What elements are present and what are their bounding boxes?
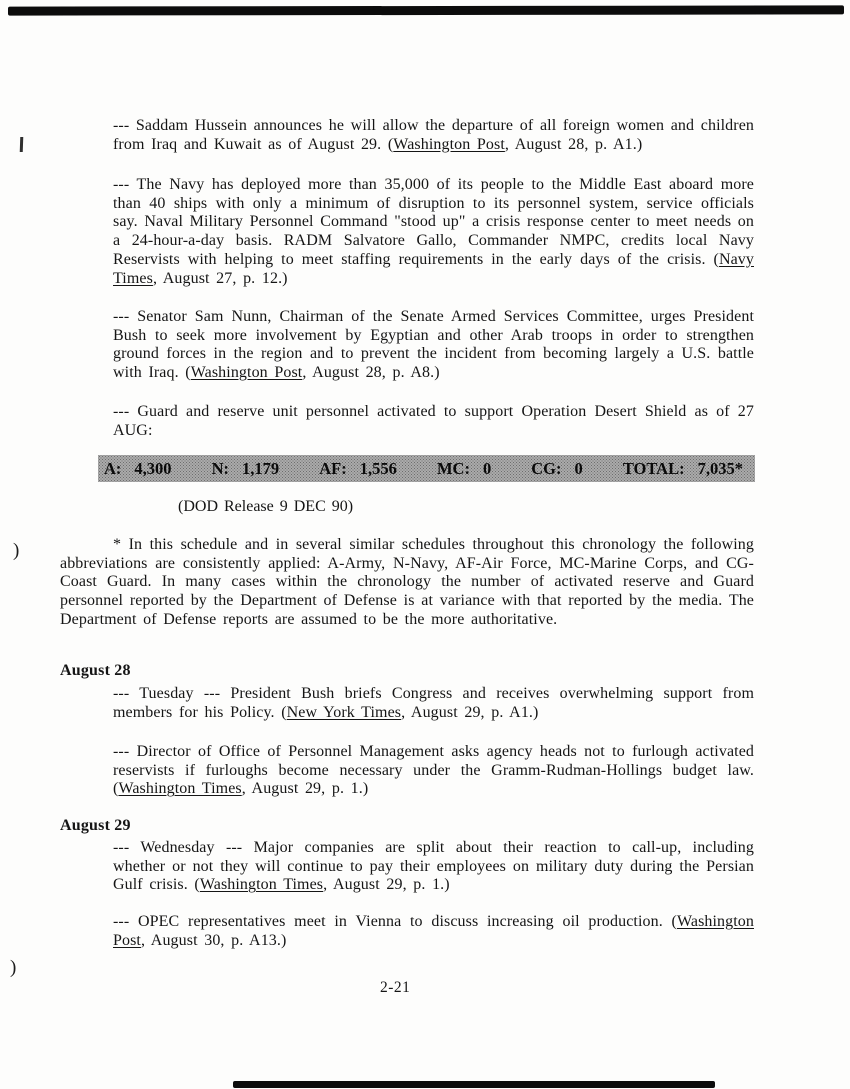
- bottom-scan-edge-bar: [233, 1081, 715, 1088]
- dod-release-note: (DOD Release 9 DEC 90): [178, 498, 354, 515]
- entry-guard-reserve-activation: [113, 403, 754, 440]
- activation-field-label: A:: [104, 458, 122, 478]
- activation-field-value: 4,300: [134, 458, 172, 478]
- text-segment: , August 30, p. A13.): [140, 931, 287, 949]
- text-segment: , August 29, p. A1.): [401, 703, 539, 721]
- text-segment: --- Tuesday --- President Bush briefs Congress and receives overwhelming support from members for his Policy. (: [113, 685, 754, 721]
- activation-field: [437, 459, 491, 479]
- entry-sam-nunn: [113, 308, 754, 383]
- margin-paren-mark-upper: ): [13, 540, 20, 561]
- entry-navy-deployment: [113, 176, 754, 288]
- activation-field-value: 1,556: [359, 458, 397, 478]
- text-segment: , August 28, p. A8.): [302, 364, 440, 382]
- activation-field: [212, 459, 280, 479]
- text-segment: , August 27, p. 12.): [152, 269, 288, 287]
- activation-field-label: TOTAL:: [622, 458, 685, 478]
- text-segment: , August 28, p. A1.): [504, 135, 643, 153]
- activation-totals-highlight-row: [98, 455, 755, 482]
- text-segment: --- Saddam Hussein announces he will allow the departure of all foreign women and children from Iraq and Kuwait as of August 29. (: [113, 117, 754, 153]
- activation-field-label: AF:: [319, 458, 347, 478]
- entry-opm-furlough: [113, 743, 754, 799]
- text-segment: --- Director of Office of Personnel Management asks agency heads not to furlough activated reservists if furloughs become necessary under the Gramm-Rudman-Hollings budget law. (: [113, 743, 754, 798]
- text-segment: --- OPEC representatives meet in Vienna to discuss increasing oil production. (: [113, 913, 677, 930]
- citation-source-underlined: New York Times: [286, 703, 402, 721]
- text-segment: --- Senator Sam Nunn, Chairman of the Senate Armed Services Committee, urges President Bush to seek more involvement by Egyptian and other Arab troops in order to strengthen ground forces in the region and to prevent the incident from becoming largely a U.S. battle with Iraq. (: [113, 308, 754, 382]
- activation-field-value: 0: [574, 458, 583, 478]
- date-heading-august-28: August 28: [60, 662, 131, 679]
- activation-field: [531, 459, 583, 479]
- activation-field: [319, 459, 397, 479]
- activation-field: [623, 459, 743, 479]
- activation-field-value: 7,035*: [697, 458, 743, 478]
- text-segment: , August 29, p. 1.): [323, 876, 450, 894]
- top-scan-edge-bar: [8, 5, 844, 15]
- citation-source-underlined: Washington Times: [199, 876, 324, 894]
- text-segment: --- Wednesday --- Major companies are split about their reaction to call-up, including whether or not they will continue to pay their employees on military duty during the Persian Gulf crisis. (: [113, 839, 754, 894]
- entry-companies-callup: [113, 839, 754, 895]
- activation-field: [104, 459, 172, 479]
- text-segment: --- The Navy has deployed more than 35,000 of its people to the Middle East aboard more than 40 ships with only a minimum of disruption to its personnel system, service officials say. Naval Military Personnel Command "stood up" a crisis response center to meet needs on a 24-hour-a-day basis. RADM Salvatore Gallo, Commander NMPC, credits local Navy Reservists with helping to meet staffing requirements in the early days of the crisis. (: [113, 176, 754, 268]
- margin-paren-mark-lower: ): [10, 957, 17, 978]
- citation-source-underlined: Navy Times: [113, 250, 754, 287]
- margin-tick-mark: [20, 137, 24, 152]
- text-segment: --- Guard and reserve unit personnel activated to support Operation Desert Shield as of 27 AUG:: [113, 403, 754, 439]
- text-segment: , August 29, p. 1.): [241, 780, 369, 798]
- activation-field-value: 0: [482, 458, 492, 478]
- abbreviation-footnote: [60, 536, 754, 630]
- entry-opec-vienna: [113, 913, 754, 950]
- date-heading-august-29: August 29: [60, 817, 131, 834]
- page-number: 2-21: [380, 979, 411, 996]
- citation-source-underlined: Washington Post: [190, 364, 303, 382]
- activation-field-label: N:: [211, 458, 230, 478]
- entry-saddam-departure: [113, 117, 754, 154]
- activation-field-label: MC:: [436, 458, 470, 478]
- activation-field-value: 1,179: [242, 458, 280, 478]
- activation-field-label: CG:: [531, 458, 562, 478]
- citation-source-underlined: Washington Post: [113, 913, 754, 949]
- text-segment: * In this schedule and in several similar schedules throughout this chronology the following abbreviations are consistently applied: A-Army, N-Navy, AF-Air Force, MC-Marine Corps, and CG-Coast Guard. In many cases within the chronology the number of activated reserve and Guard personnel reported by the Department of Defense is at variance with that reported by the media. The Department of Defense reports are assumed to be the more authoritative.: [60, 536, 754, 628]
- citation-source-underlined: Washington Times: [118, 780, 242, 798]
- citation-source-underlined: Washington Post: [393, 135, 505, 153]
- entry-bush-briefs-congress: [113, 685, 754, 722]
